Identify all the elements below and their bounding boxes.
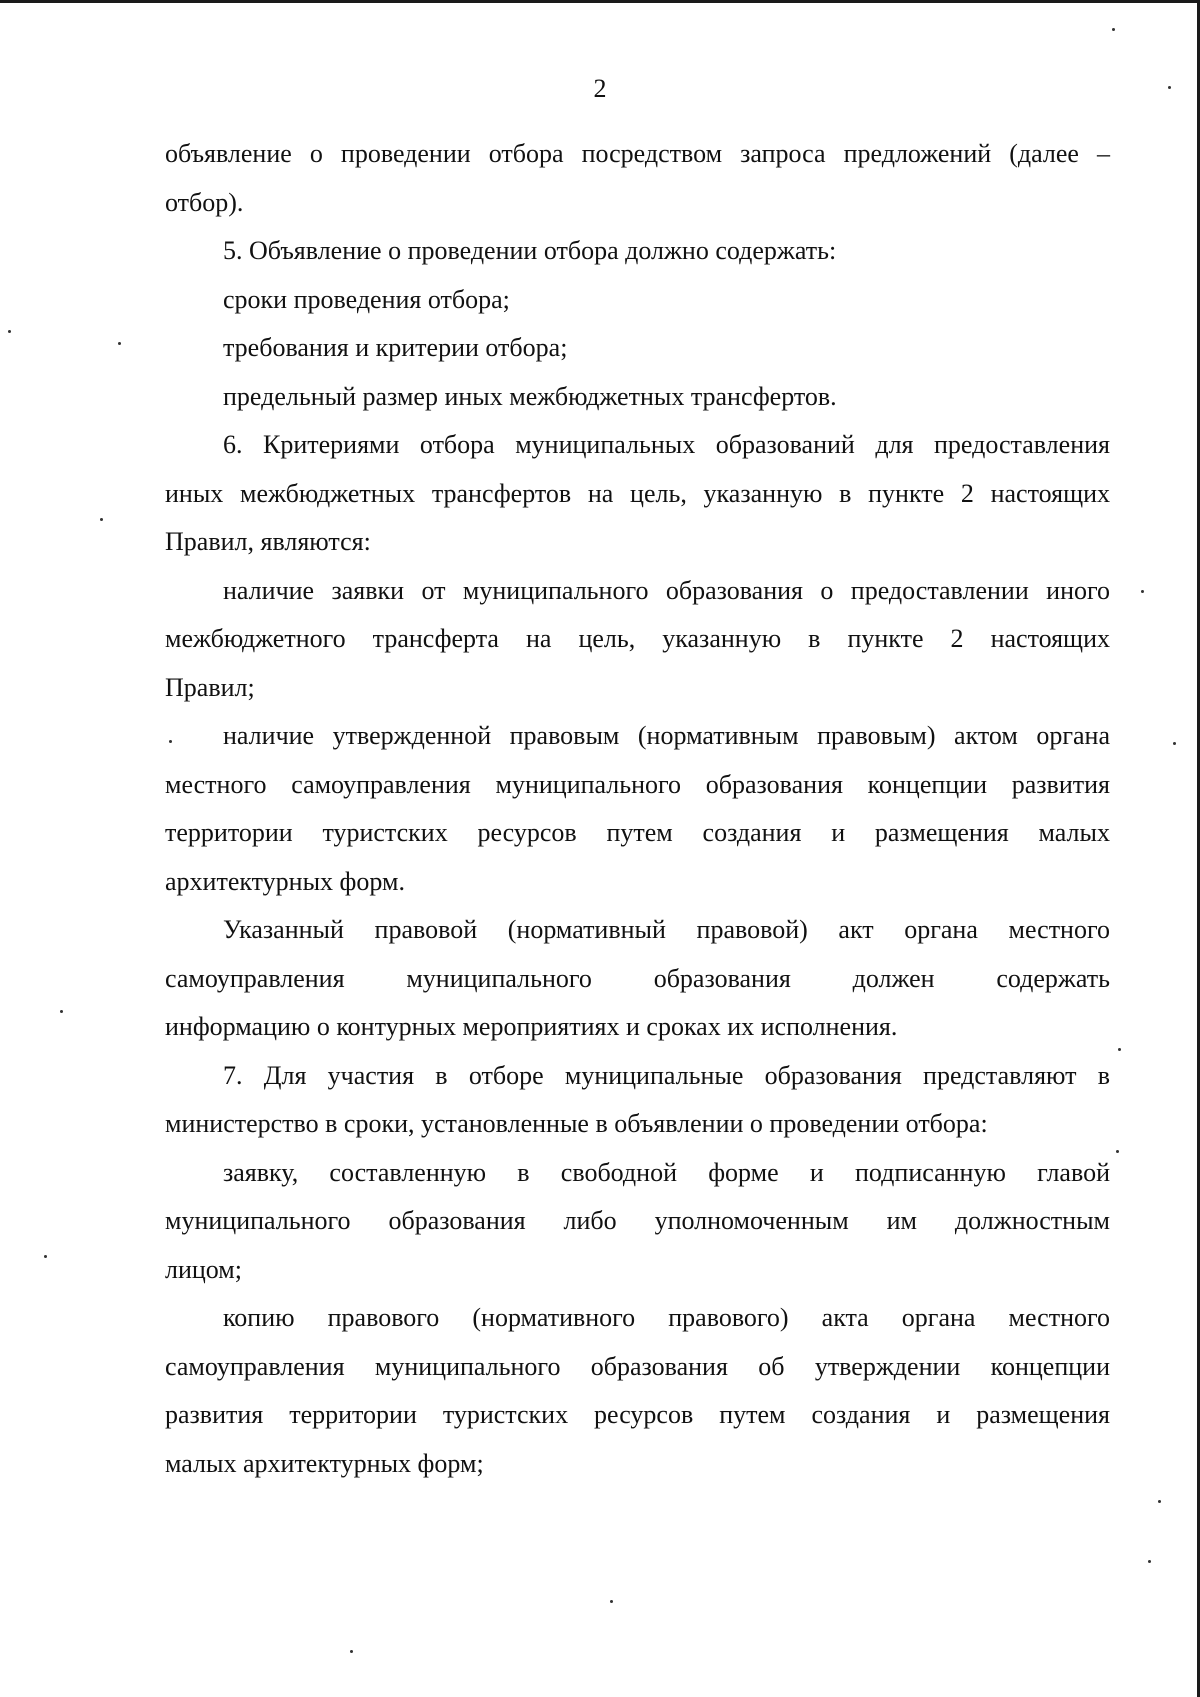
text-line: развития территории туристских ресурсов путем создания и размещения bbox=[165, 1400, 1110, 1429]
text-line: самоуправления муниципального образования об утверждении концепции bbox=[165, 1351, 1110, 1381]
paragraph bbox=[165, 1149, 1110, 1295]
text-line: 6. Критериями отбора муниципальных образований для предоставления bbox=[223, 430, 1110, 459]
paragraph bbox=[165, 712, 1110, 906]
paragraph bbox=[165, 276, 1110, 325]
text-line: копию правового (нормативного правового) акта органа местного bbox=[223, 1303, 1110, 1332]
paragraph bbox=[165, 1052, 1110, 1149]
paragraph bbox=[165, 130, 1110, 227]
paragraph bbox=[165, 567, 1110, 713]
paragraph bbox=[165, 421, 1110, 567]
text-line: малых архитектурных форм; bbox=[165, 1448, 484, 1478]
text-line: наличие заявки от муниципального образования о предоставлении иного bbox=[223, 575, 1110, 605]
text-line: информацию о контурных мероприятиях и сроках их исполнения. bbox=[165, 1012, 898, 1041]
text-line: 7. Для участия в отборе муниципальные образования представляют в bbox=[223, 1060, 1110, 1090]
paragraph bbox=[165, 1294, 1110, 1488]
text-line: местного самоуправления муниципального образования концепции развития bbox=[165, 769, 1110, 799]
text-line: объявление о проведении отбора посредством запроса предложений (далее – bbox=[165, 139, 1110, 168]
text-line: предельный размер иных межбюджетных трансфертов. bbox=[223, 381, 837, 411]
paragraph bbox=[165, 373, 1110, 422]
paragraph bbox=[165, 324, 1110, 373]
scan-border-top bbox=[0, 0, 1200, 3]
text-line: территории туристских ресурсов путем создания и размещения малых bbox=[165, 818, 1110, 847]
text-line: иных межбюджетных трансфертов на цель, указанную в пункте 2 настоящих bbox=[165, 478, 1110, 508]
text-line: архитектурных форм. bbox=[165, 866, 405, 896]
text-line: сроки проведения отбора; bbox=[223, 284, 510, 314]
text-line: отбор). bbox=[165, 187, 244, 217]
text-line: муниципального образования либо уполномоченным им должностным bbox=[165, 1206, 1110, 1235]
text-line: 5. Объявление о проведении отбора должно содержать: bbox=[223, 236, 837, 265]
text-line: Правил, являются: bbox=[165, 527, 371, 556]
text-line: наличие утвержденной правовым (нормативным правовым) актом органа bbox=[223, 721, 1110, 750]
page-number: 2 bbox=[593, 74, 607, 103]
document-body bbox=[165, 130, 1110, 1488]
text-line: заявку, составленную в свободной форме и подписанную главой bbox=[223, 1157, 1110, 1187]
paragraph bbox=[165, 227, 1110, 276]
text-line: самоуправления муниципального образования должен содержать bbox=[165, 963, 1110, 993]
text-line: Указанный правовой (нормативный правовой) акт органа местного bbox=[223, 915, 1110, 944]
text-line: министерство в сроки, установленные в объявлении о проведении отбора: bbox=[165, 1109, 988, 1138]
text-line: требования и критерии отбора; bbox=[223, 333, 568, 362]
text-line: межбюджетного трансферта на цель, указанную в пункте 2 настоящих bbox=[165, 624, 1110, 653]
text-line: Правил; bbox=[165, 672, 255, 702]
paragraph bbox=[165, 906, 1110, 1052]
text-line: лицом; bbox=[165, 1254, 242, 1284]
